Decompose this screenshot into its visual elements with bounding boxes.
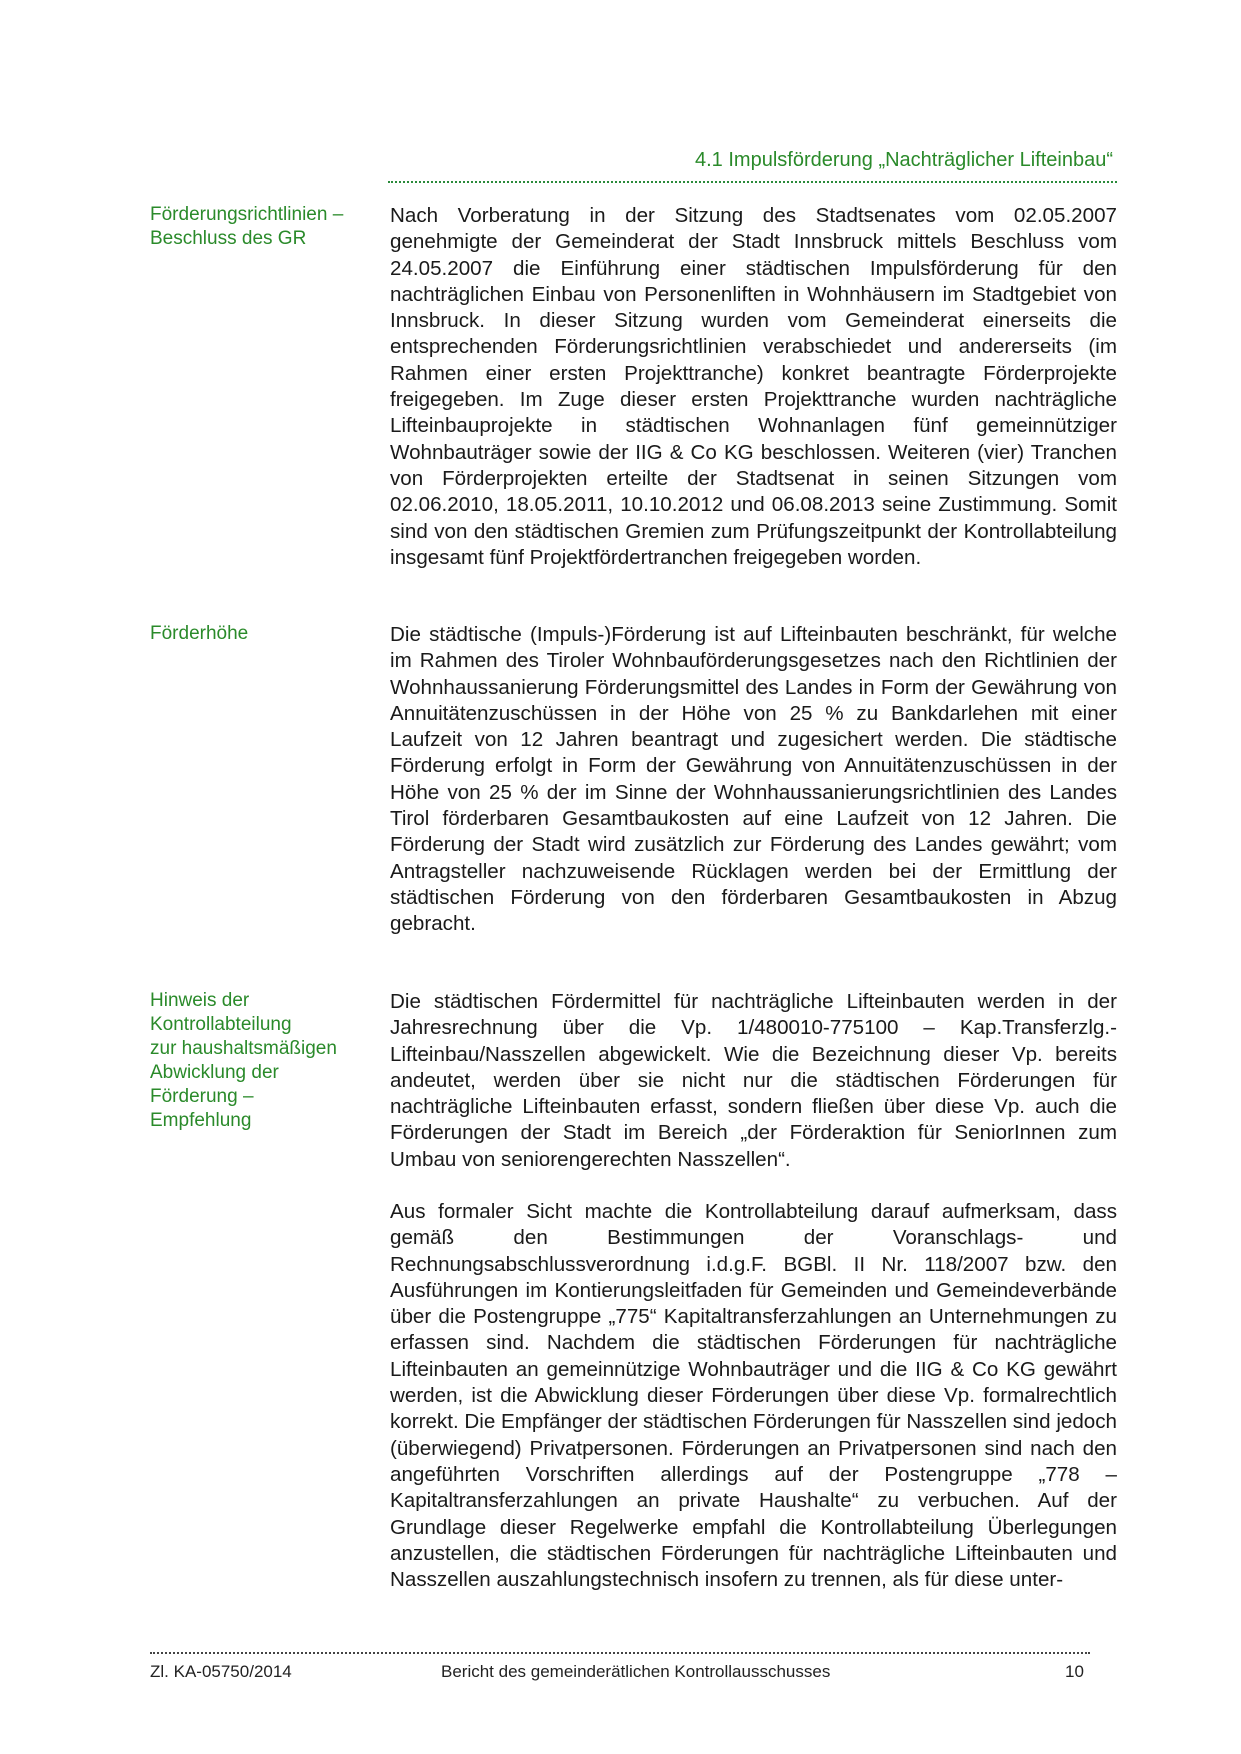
margin-note-line: Empfehlung [150, 1110, 252, 1131]
margin-note-line: zur haushaltsmäßigen [150, 1038, 337, 1059]
footer-divider [150, 1652, 1090, 1654]
section-heading: 4.1 Impulsförderung „Nachträglicher Lifteinbau“ [695, 149, 1113, 171]
footer-reference: Zl. KA-05750/2014 [150, 1662, 292, 1681]
margin-note-line: Beschluss des GR [150, 228, 307, 249]
margin-note-hinweis [150, 989, 365, 1133]
margin-note-line: Förderung – [150, 1086, 254, 1107]
margin-note-line: Förderungsrichtlinien – [150, 204, 344, 225]
paragraph-foerderhoehe: Die städtische (Impuls-)Förderung ist auf Lifteinbauten beschränkt, für welche im Rahmen des Tiroler Wohnbauförderungsgesetzes nach den Richtlinien der Wohnhaussanierung Förderungsmittel des Landes in Form der Gewährung von Annuitätenzuschüssen in der Höhe von 25 % zu Bankdarlehen mit einer Laufzeit von 12 Jahren beantragt und zugesichert werden. Die städtische Förderung erfolgt in Form der Gewährung von Annuitätenzuschüssen in der Höhe von 25 % der im Sinne der Wohnhaussanierungsrichtlinien des Landes Tirol förderbaren Gesamtbaukosten auf eine Laufzeit von 12 Jahren. Die Förderung der Stadt wird zusätzlich zur Förderung des Landes gewährt; vom Antragsteller nachzuweisende Rücklagen werden bei der Ermittlung der städtischen Förderung von den förderbaren Gesamtbaukosten in Abzug gebracht. [390, 623, 1117, 936]
paragraph-formale-sicht: Aus formaler Sicht machte die Kontrollabteilung darauf aufmerksam, dass gemäß den Bestimmungen der Voranschlags- und Rechnungsabschlussverordnung i.d.g.F. BGBl. II Nr. 118/2007 bzw. den Ausführungen im Kontierungsleitfaden für Gemeinden und Gemeindeverbände über die Postengruppe „775“ Kapitaltransferzahlungen an Unternehmungen zu erfassen sind. Nachdem die städtischen Förderungen für nachträgliche Lifteinbauten an gemeinnützige Wohnbauträger und die IIG & Co KG gewährt werden, ist die Abwicklung dieser Förderungen über diese Vp. formalrechtlich korrekt. Die Empfänger der städtischen Förderungen für Nasszellen sind jedoch (überwiegend) Privatpersonen. Förderungen an Privatpersonen sind nach den angeführten Vorschriften allerdings auf der Postengruppe „778 – Kapitaltransferzahlungen an private Haushalte“ zu verbuchen. Auf der Grundlage dieser Regelwerke empfahl die Kontrollabteilung Überlegungen anzustellen, die städtischen Förderungen für nachträgliche Lifteinbauten und Nasszellen auszahlungstechnisch insofern zu trennen, als für diese unter- [390, 1200, 1117, 1592]
margin-note-richtlinien [150, 203, 365, 251]
paragraph-richtlinien: Nach Vorberatung in der Sitzung des Stadtsenates vom 02.05.2007 genehmigte der Gemeinderat der Stadt Innsbruck mittels Beschluss vom 24.05.2007 die Einführung einer städtischen Impulsförderung für den nachträglichen Einbau von Personenliften in Wohnhäusern im Stadtgebiet von Innsbruck. In dieser Sitzung wurden vom Gemeinderat einerseits die entsprechenden Förderungsrichtlinien verabschiedet und andererseits (im Rahmen einer ersten Projekttranche) konkret beantragte Förderprojekte freigegeben. Im Zuge dieser ersten Projekttranche wurden nachträgliche Lifteinbauprojekte in städtischen Wohnanlagen fünf gemeinnütziger Wohnbauträger sowie der IIG & Co KG beschlossen. Weiteren (vier) Tranchen von Förderprojekten erteilte der Stadtsenat in seinen Sitzungen vom 02.06.2010, 18.05.2011, 10.10.2012 und 06.08.2013 seine Zustimmung. Somit sind von den städtischen Gremien zum Prüfungszeitpunkt der Kontrollabteilung insgesamt fünf Projektfördertranchen freigegeben worden. [390, 204, 1117, 569]
margin-note-line: Hinweis der [150, 990, 250, 1011]
footer-report-title: Bericht des gemeinderätlichen Kontrollausschusses [441, 1662, 831, 1681]
margin-note-foerderhoehe [150, 622, 365, 646]
margin-note-line: Förderhöhe [150, 623, 249, 644]
margin-note-line: Abwicklung der [150, 1062, 279, 1083]
running-header [388, 147, 1117, 183]
page-number: 10 [1065, 1662, 1084, 1681]
margin-note-line: Kontrollabteilung [150, 1014, 292, 1035]
paragraph-hinweis: Die städtischen Fördermittel für nachträgliche Lifteinbauten werden in der Jahresrechnung über die Vp. 1/480010-775100 – Kap.Transferzlg.-Lifteinbau/Nasszellen abgewickelt. Wie die Bezeichnung dieser Vp. bereits andeutet, werden über sie nicht nur die städtischen Förderungen für nachträgliche Lifteinbauten erfasst, sondern fließen über diese Vp. auch die Förderungen der Stadt im Bereich „der Förderaktion für SeniorInnen zum Umbau von seniorengerechten Nasszellen“. [390, 990, 1117, 1171]
